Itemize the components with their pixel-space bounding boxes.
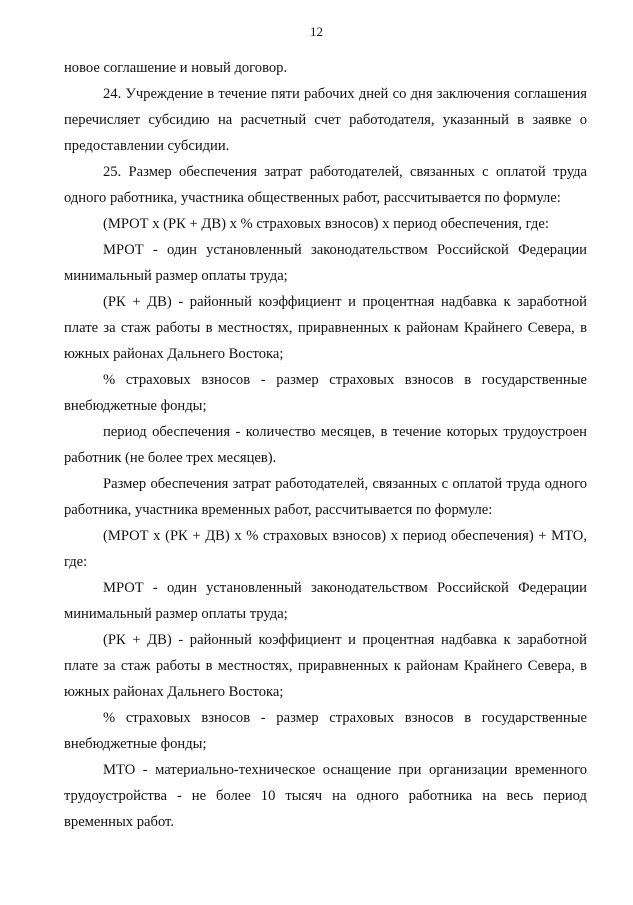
paragraph-item-24: 24. Учреждение в течение пяти рабочих дней со дня заключения соглашения перечисляет субсидию на расчетный счет работодателя, указанный в заявке о предоставлении субсидии. (64, 86, 587, 154)
paragraph: новое соглашение и новый договор. (64, 60, 288, 76)
definition-rk-dv: (РК + ДВ) - районный коэффициент и процентная надбавка к заработной плате за стаж работы в местностях, приравненных к районам Крайнего Севера, в южных районах Дальнего Востока; (64, 632, 587, 700)
page-number: 12 (310, 24, 323, 39)
definition-rk-dv: (РК + ДВ) - районный коэффициент и процентная надбавка к заработной плате за стаж работы в местностях, приравненных к районам Крайнего Севера, в южных районах Дальнего Востока; (64, 294, 587, 362)
formula-temporary-works: (МРОТ х (РК + ДВ) х % страховых взносов) х период обеспечения) + МТО, где: (64, 528, 587, 570)
definition-mto: МТО - материально-техническое оснащение при организации временного трудоустройства - не более 10 тысяч на одного работника на весь период временных работ. (64, 762, 587, 830)
definition-mrot: МРОТ - один установленный законодательством Российской Федерации минимальный размер оплаты труда; (64, 580, 587, 622)
definition-insurance: % страховых взносов - размер страховых взносов в государственные внебюджетные фонды; (64, 372, 587, 414)
definition-mrot: МРОТ - один установленный законодательством Российской Федерации минимальный размер оплаты труда; (64, 242, 587, 284)
definition-insurance: % страховых взносов - размер страховых взносов в государственные внебюджетные фонды; (64, 710, 587, 752)
document-body (64, 55, 587, 835)
definition-period: период обеспечения - количество месяцев, в течение которых трудоустроен работник (не более трех месяцев). (64, 424, 587, 466)
formula-public-works: (МРОТ х (РК + ДВ) х % страховых взносов) х период обеспечения, где: (103, 216, 549, 232)
paragraph-item-25: 25. Размер обеспечения затрат работодателей, связанных с оплатой труда одного работника, участника общественных работ, рассчитывается по формуле: (64, 164, 587, 206)
paragraph-temporary-works: Размер обеспечения затрат работодателей, связанных с оплатой труда одного работника, участника временных работ, рассчитывается по формуле: (64, 476, 587, 518)
